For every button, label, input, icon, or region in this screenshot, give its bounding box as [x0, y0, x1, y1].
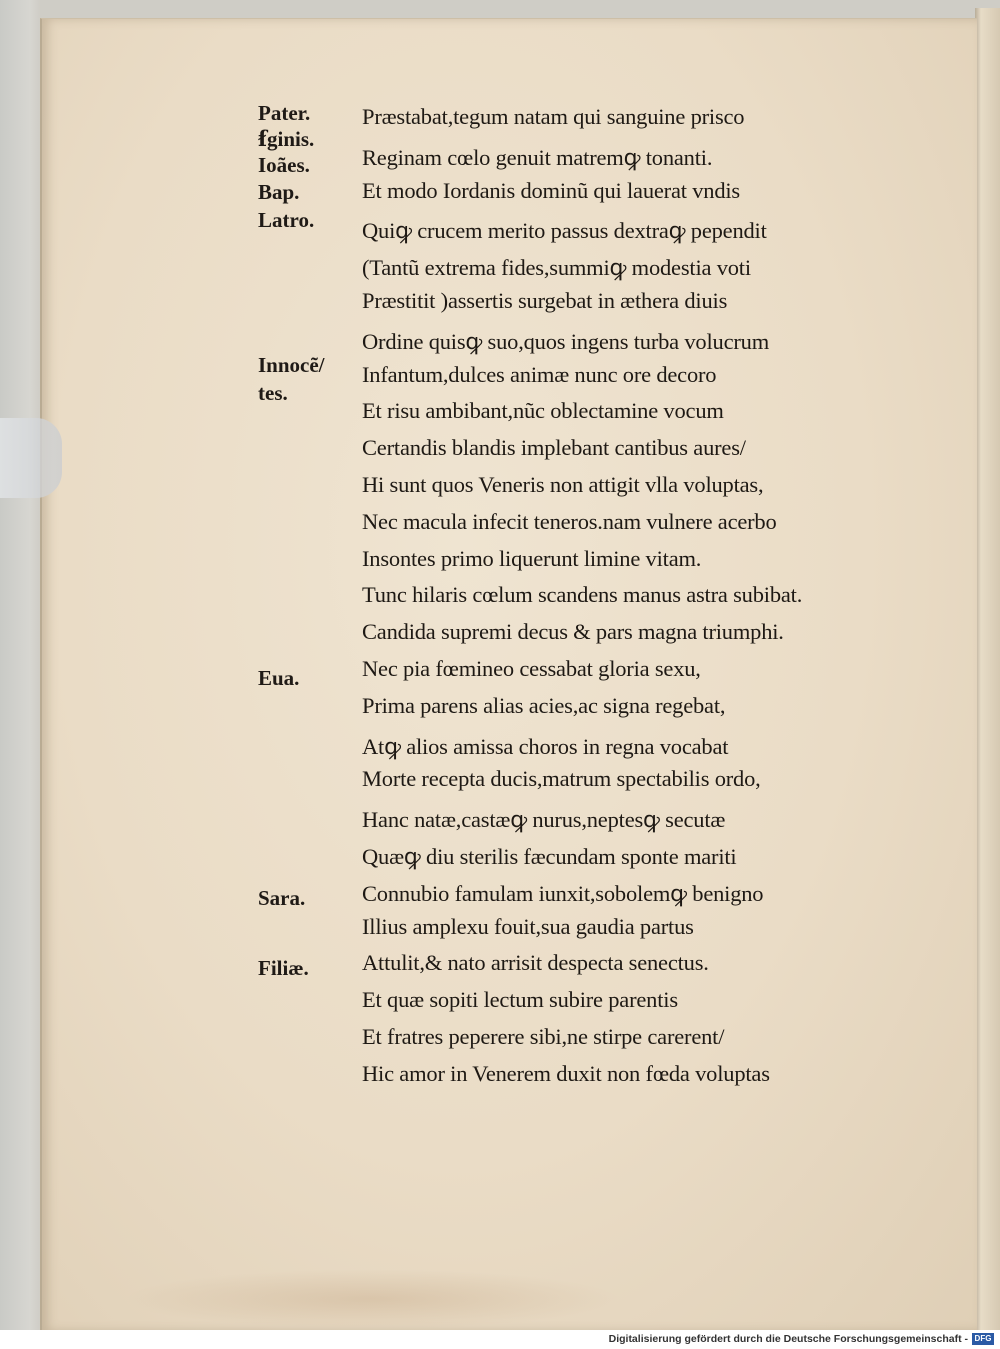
text-line: Quæꝙ diu sterilis fæcundam sponte mariti	[362, 844, 737, 869]
text-line: Certandis blandis implebant cantibus aures/	[362, 435, 746, 461]
margin-note: Eua.	[258, 666, 300, 690]
page-stain	[122, 1269, 622, 1329]
text-line: Præstabat,tegum natam qui sanguine prisco	[362, 104, 745, 129]
text-line: Hic amor in Venerem duxit non fœda voluptas	[362, 1060, 770, 1086]
text-line: Illius amplexu fouit,sua gaudia partus	[362, 913, 694, 939]
text-line: Tunc hilaris cœlum scandens manus astra subibat.	[362, 582, 803, 608]
margin-note: Sara.	[258, 886, 306, 910]
text-line: Atꝙ alios amissa choros in regna vocabat	[362, 733, 729, 759]
text-line: Insontes primo liquerunt limine vitam.	[362, 545, 702, 571]
margin-note: Bap.	[258, 180, 300, 204]
text-line: (Tantũ extrema fides,summiꝙ modestia voti	[362, 255, 751, 281]
text-line: Et modo Iordanis dominũ qui lauerat vndis	[362, 177, 740, 203]
text-line: Attulit,& nato arrisit despecta senectus.	[362, 950, 709, 976]
margin-note: Latro.	[258, 208, 315, 232]
text-line: Hi sunt quos Veneris non attigit vlla voluptas,	[362, 472, 764, 497]
text-line: Nec pia fœmineo cessabat gloria sexu,	[362, 656, 701, 681]
margin-note: ẜginis.	[258, 127, 315, 151]
text-line: Et fratres peperere sibi,ne stirpe carerent/	[362, 1024, 725, 1049]
facing-page-edge	[975, 8, 1000, 1330]
page-clip	[0, 418, 62, 498]
dfg-logo: DFG	[972, 1333, 994, 1345]
margin-note: Innocẽ/	[258, 353, 325, 377]
text-line: Hanc natæ,castæꝙ nurus,neptesꝙ secutæ	[362, 807, 726, 833]
text-line: Candida supremi decus & pars magna triumphi.	[362, 619, 784, 645]
text-line: Quiꝙ crucem merito passus dextraꝙ pependit	[362, 218, 767, 244]
margin-note: Ioães.	[258, 153, 310, 177]
text-line: Et quæ sopiti lectum subire parentis	[362, 987, 678, 1013]
text-line: Ordine quisꝙ suo,quos ingens turba volucrum	[362, 328, 770, 354]
text-line: Et risu ambibant,nũc oblectamine vocum	[362, 398, 724, 424]
text-line: Morte recepta ducis,matrum spectabilis ordo,	[362, 766, 761, 792]
margin-note: Filiæ.	[258, 956, 309, 980]
text-line: Infantum,dulces animæ nunc ore decoro	[362, 361, 717, 387]
text-line: Prima parens alias acies,ac signa regebat,	[362, 692, 726, 718]
text-line: Reginam cœlo genuit matremꝙ tonanti.	[362, 144, 713, 170]
text-line: Præstitit )assertis surgebat in æthera diuis	[362, 288, 728, 313]
text-line: Connubio famulam iunxit,sobolemꝙ benigno	[362, 880, 764, 906]
margin-note: tes.	[258, 381, 288, 405]
digitization-credit: Digitalisierung gefördert durch die Deutsche Forschungsgemeinschaft -	[608, 1333, 968, 1345]
text-line: Nec macula infecit teneros.nam vulnere acerbo	[362, 508, 777, 534]
margin-note: Pater.	[258, 101, 311, 125]
